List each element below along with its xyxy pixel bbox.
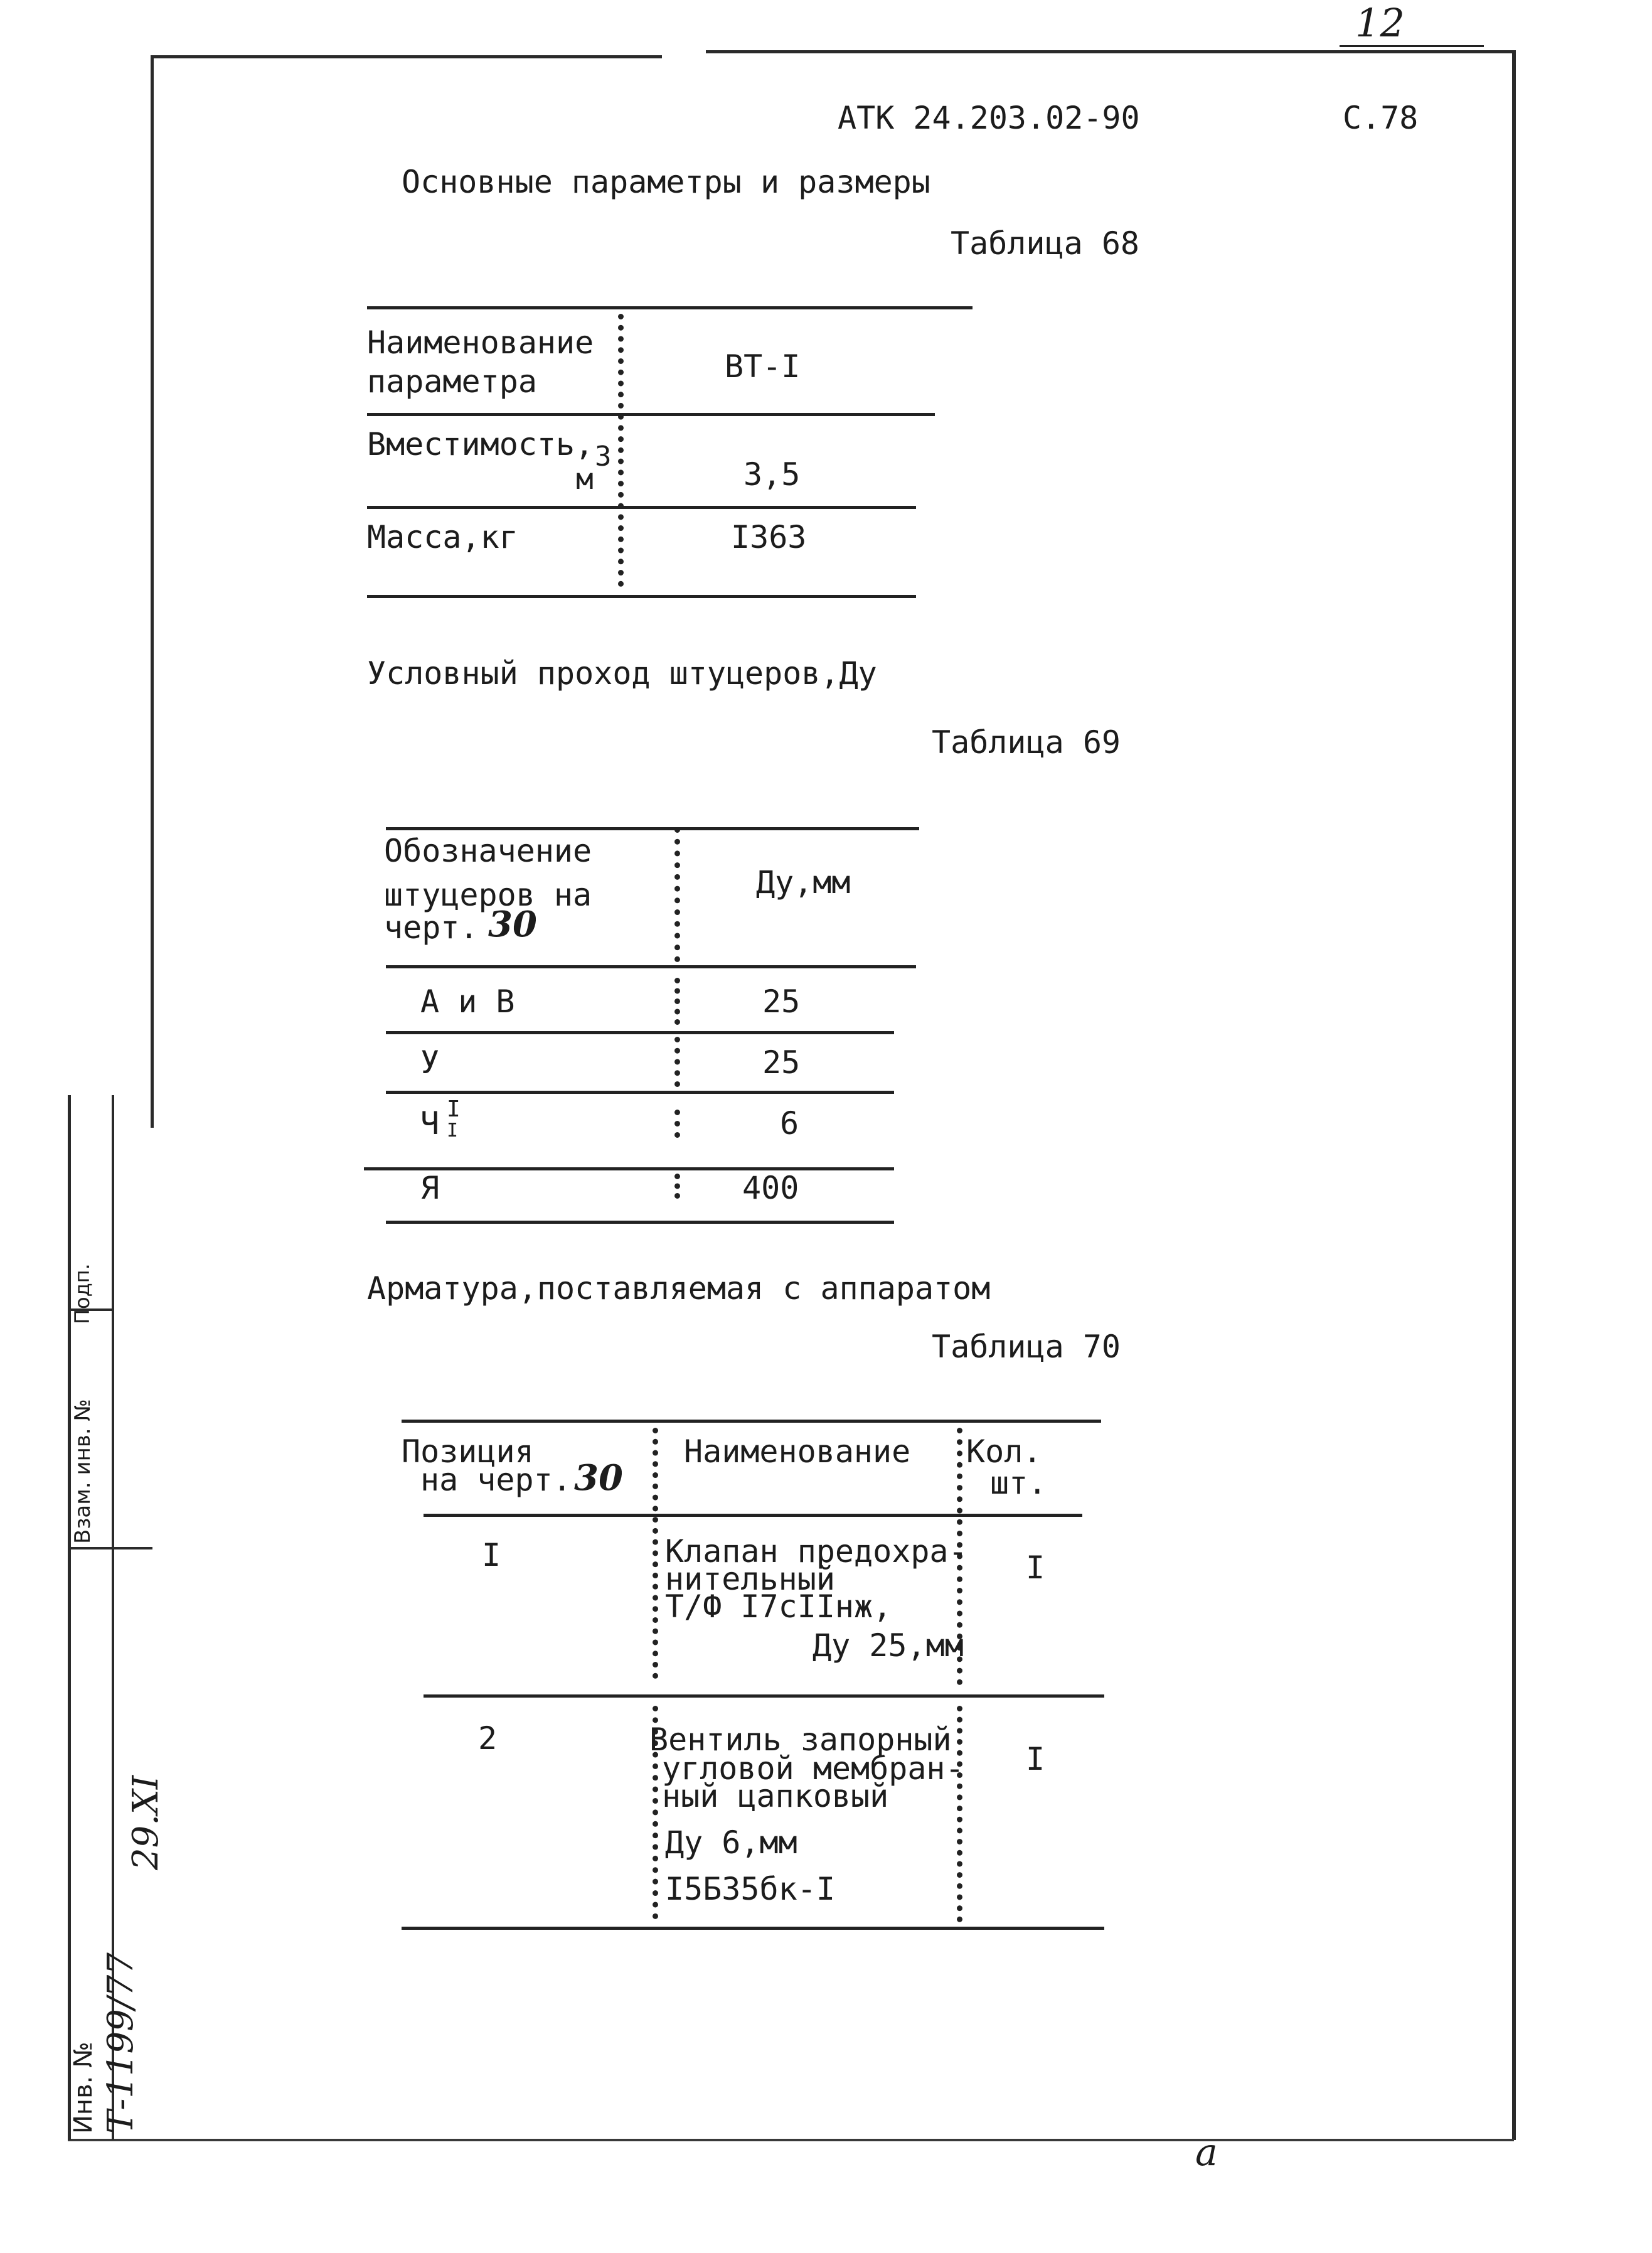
row-name-index-lower: I bbox=[447, 1120, 459, 1142]
table-rule bbox=[386, 1091, 894, 1094]
row-quantity: I bbox=[1026, 1549, 1045, 1586]
header-col1-line2: штуцеров на bbox=[384, 877, 592, 913]
drawing-reference: 30 bbox=[574, 1457, 623, 1499]
table-rule bbox=[367, 506, 916, 509]
column-separator bbox=[674, 978, 680, 1025]
row-position: I bbox=[482, 1537, 501, 1573]
margin-divider bbox=[68, 1547, 152, 1549]
row-name-line: I5Б35бк-I bbox=[665, 1871, 835, 1907]
frame-top-right-line bbox=[706, 50, 1515, 53]
row-value: 25 bbox=[762, 1044, 801, 1081]
row-value: 400 bbox=[742, 1170, 799, 1206]
table-rule bbox=[364, 1167, 894, 1170]
row-name-line: нительный bbox=[665, 1561, 835, 1597]
sheet-number: 12 bbox=[1355, 0, 1405, 46]
row-quantity: I bbox=[1026, 1741, 1045, 1777]
header-col3-line2: шт. bbox=[990, 1465, 1047, 1501]
row-value: 3,5 bbox=[743, 456, 801, 493]
section-title: Арматура,поставляемая с аппаратом bbox=[367, 1270, 991, 1307]
signature-date: 29.XI bbox=[125, 1775, 166, 1870]
row-name: У bbox=[420, 1044, 440, 1081]
table-caption: Таблица 68 bbox=[951, 225, 1140, 262]
document-code: АТК 24.203.02-90 bbox=[838, 100, 1140, 136]
row-name-index-upper: I bbox=[447, 1096, 461, 1122]
table-rule bbox=[386, 965, 916, 968]
frame-top-left-line bbox=[151, 55, 662, 58]
table-rule bbox=[386, 1221, 894, 1224]
table-rule bbox=[424, 1514, 1082, 1517]
row-unit-exponent: 3 bbox=[595, 441, 612, 473]
frame-bottom-line bbox=[68, 2139, 1514, 2141]
column-separator bbox=[674, 1174, 680, 1199]
bottom-mark: a bbox=[1195, 2131, 1218, 2175]
row-name-line: Т/Ф I7cIIнж, bbox=[665, 1588, 892, 1625]
row-name-line: Ду 6,мм bbox=[665, 1824, 797, 1861]
column-separator bbox=[674, 827, 680, 962]
column-separator bbox=[674, 1037, 680, 1087]
table-rule bbox=[424, 1694, 1104, 1698]
header-param-line2: параметра bbox=[367, 363, 537, 400]
header-col1-line1: Обозначение bbox=[384, 833, 592, 869]
row-name: Масса,кг bbox=[367, 519, 518, 555]
column-separator bbox=[653, 1428, 658, 1679]
signature-label: Подп. bbox=[70, 1263, 94, 1324]
header-col2: Наименование bbox=[684, 1433, 911, 1470]
header-col2: Ду,мм bbox=[756, 864, 851, 901]
page-number: С.78 bbox=[1343, 100, 1419, 136]
row-name: Я bbox=[420, 1170, 440, 1206]
row-name-line: угловой мембран- bbox=[662, 1750, 964, 1787]
table-rule bbox=[402, 1927, 1104, 1930]
table-rule bbox=[367, 306, 973, 309]
row-name: Ч bbox=[420, 1105, 440, 1142]
header-col3-line1: Кол. bbox=[966, 1433, 1042, 1470]
header-col1-line1: Позиция bbox=[402, 1433, 534, 1470]
row-name-line: Ду 25,мм bbox=[813, 1627, 964, 1664]
header-col1-line2: на черт. bbox=[420, 1462, 572, 1498]
row-name-line: ный цапковый bbox=[662, 1778, 889, 1814]
column-separator bbox=[957, 1706, 962, 1922]
drawing-reference: 30 bbox=[488, 904, 537, 945]
replacement-inventory-label: Взам. инв. № bbox=[70, 1399, 95, 1544]
inventory-number: Т-1199/77 bbox=[100, 1952, 141, 2134]
inventory-label: Инв. № bbox=[69, 2042, 98, 2134]
margin-strip-left-line bbox=[68, 1095, 71, 2140]
section-title: Основные параметры и размеры bbox=[402, 164, 930, 200]
frame-right-line bbox=[1512, 50, 1516, 2140]
row-name-line: Клапан предохра- bbox=[665, 1533, 967, 1570]
row-name: А и В bbox=[420, 983, 515, 1020]
table-rule bbox=[402, 1420, 1101, 1423]
row-unit: м bbox=[576, 462, 594, 496]
row-name: Вместимость, bbox=[367, 426, 594, 463]
table-rule bbox=[367, 595, 916, 598]
header-col1-line3: черт. bbox=[384, 909, 479, 946]
header-value: ВТ-I bbox=[725, 348, 801, 385]
section-title: Условный проход штуцеров,Ду bbox=[367, 655, 877, 692]
row-value: 25 bbox=[762, 983, 801, 1020]
column-separator bbox=[674, 1110, 680, 1138]
table-rule bbox=[367, 413, 935, 416]
table-rule bbox=[386, 1031, 894, 1034]
table-caption: Таблица 70 bbox=[932, 1329, 1121, 1365]
sheet-number-underline bbox=[1340, 45, 1484, 47]
table-caption: Таблица 69 bbox=[932, 724, 1121, 761]
row-position: 2 bbox=[478, 1720, 498, 1757]
column-separator bbox=[618, 314, 624, 587]
frame-left-line bbox=[151, 58, 154, 1128]
header-param-line1: Наименование bbox=[367, 324, 594, 361]
row-name-line: Вентиль запорный bbox=[649, 1721, 952, 1758]
table-rule bbox=[386, 827, 919, 830]
row-value: 6 bbox=[780, 1105, 799, 1142]
row-value: I363 bbox=[731, 519, 807, 555]
